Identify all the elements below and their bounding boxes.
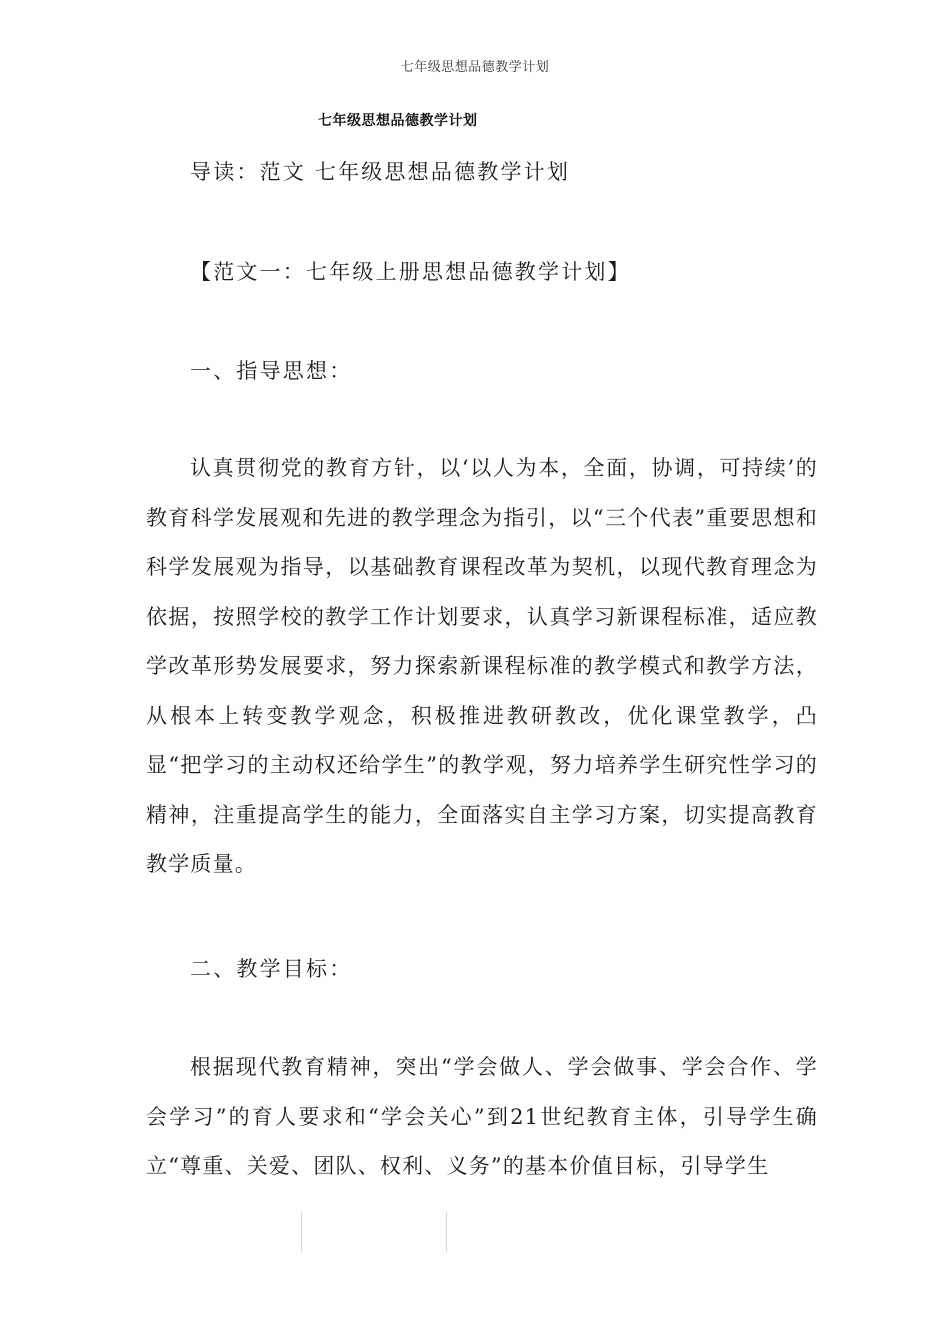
section-heading-guiding-thought: 一、指导思想：	[190, 359, 353, 383]
paragraph-guiding-thought: 认真贯彻党的教育方针，以‘以人为本，全面，协调，可持续’的教育科学发展观和先进的教学理念为指引，以“三个代表”重要思想和科学发展观为指导，以基础教育课程改革为契机，以现代教育理念为依据，按照学校的教学工作计划要求，认真学习新课程标准，适应教学改革形势发展要求，努力探索新课程标准的教学模式和教学方法，从根本上转变教学观念，积极推进教研教改，优化课堂教学，凸显“把学习的主动权还给学生”的教学观，努力培养学生研究性学习的精神，注重提高学生的能力，全面落实自主学习方案，切实提高教育教学质量。	[146, 456, 818, 876]
document-title: 七年级思想品德教学计划	[318, 113, 478, 129]
section-heading-teaching-goals: 二、教学目标：	[190, 957, 353, 981]
sample-heading: 【范文一：七年级上册思想品德教学计划】	[190, 260, 631, 284]
footer-divider-left	[301, 1212, 302, 1252]
running-header: 七年级思想品德教学计划	[400, 60, 550, 75]
paragraph-teaching-goals: 根据现代教育精神，突出“学会做人、学会做事、学会合作、学会学习”的育人要求和“学会关心”到21世纪教育主体，引导学生确立“尊重、关爱、团队、权利、义务”的基本价值目标，引导学生	[146, 1055, 818, 1178]
footer-divider-right	[446, 1212, 447, 1252]
lead-line: 导读：范文 七年级思想品德教学计划	[190, 160, 571, 184]
